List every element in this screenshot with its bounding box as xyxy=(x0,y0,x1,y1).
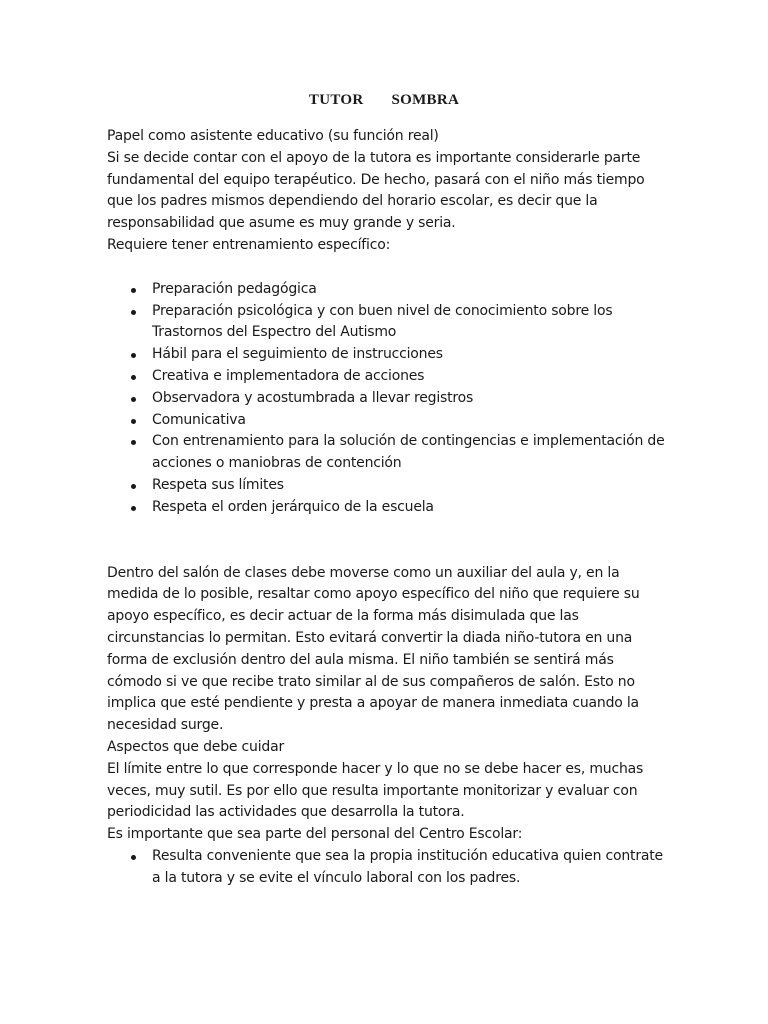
paragraph-role-heading: Papel como asistente educativo (su función real) xyxy=(107,128,439,144)
list-item: Preparación psicológica y con buen nivel de conocimiento sobre los Trastornos del Espectro del Autismo xyxy=(107,301,667,345)
title-word-tutor: TUTOR xyxy=(308,92,364,108)
paragraph-staff-heading: Es importante que sea parte del personal del Centro Escolar: xyxy=(107,826,523,843)
staff-list xyxy=(107,846,667,890)
paragraph-classroom: Dentro del salón de clases debe moverse como un auxiliar del aula y, en la medida de lo posible, resaltar como apoyo específico del niño que requiere su apoyo específico, es decir actuar de la forma más disimulada que las circunstancias lo permitan. Esto evitará convertir la diada niño-tutora en una forma de exclusión dentro del aula misma. El niño también se sentirá más cómodo si ve que recibe trato similar al de sus compañeros de salón. Esto no implica que esté pendiente y presta a apoyar de manera inmediata cuando la necesidad surge. xyxy=(107,564,640,734)
paragraph-limits: El límite entre lo que corresponde hacer y lo que no se debe hacer es, muchas veces, muy sutil. Es por ello que resulta importante monitorizar y evaluar con periodicidad las actividades que desarrolla la tutora. xyxy=(107,760,644,821)
title-word-sombra: SOMBRA xyxy=(391,92,460,108)
list-item: Preparación pedagógica xyxy=(107,279,667,301)
list-item: Observadora y acostumbrada a llevar registros xyxy=(107,388,667,410)
list-item: Con entrenamiento para la solución de contingencias e implementación de acciones o maniobras de contención xyxy=(107,431,667,475)
spacer xyxy=(107,519,667,563)
document-body xyxy=(107,126,667,890)
paragraph-aspects-heading: Aspectos que debe cuidar xyxy=(107,738,285,755)
list-item: Respeta el orden jerárquico de la escuela xyxy=(107,497,667,519)
paragraph-intro: Si se decide contar con el apoyo de la tutora es importante considerarle parte fundamental del equipo terapéutico. De hecho, pasará con el niño más tiempo que los padres mismos dependiendo del horario escolar, es decir que la responsabilidad que asume es muy grande y seria. xyxy=(107,149,645,232)
requirements-list xyxy=(107,279,667,519)
list-item: Respeta sus límites xyxy=(107,475,667,497)
spacer xyxy=(107,257,667,279)
document-title xyxy=(0,92,768,109)
list-item: Creativa e implementadora de acciones xyxy=(107,366,667,388)
list-item: Resulta conveniente que sea la propia institución educativa quien contrate a la tutora y se evite el vínculo laboral con los padres. xyxy=(107,846,667,890)
list-item: Hábil para el seguimiento de instrucciones xyxy=(107,344,667,366)
list-item: Comunicativa xyxy=(107,410,667,432)
paragraph-training-heading: Requiere tener entrenamiento específico: xyxy=(107,236,391,253)
